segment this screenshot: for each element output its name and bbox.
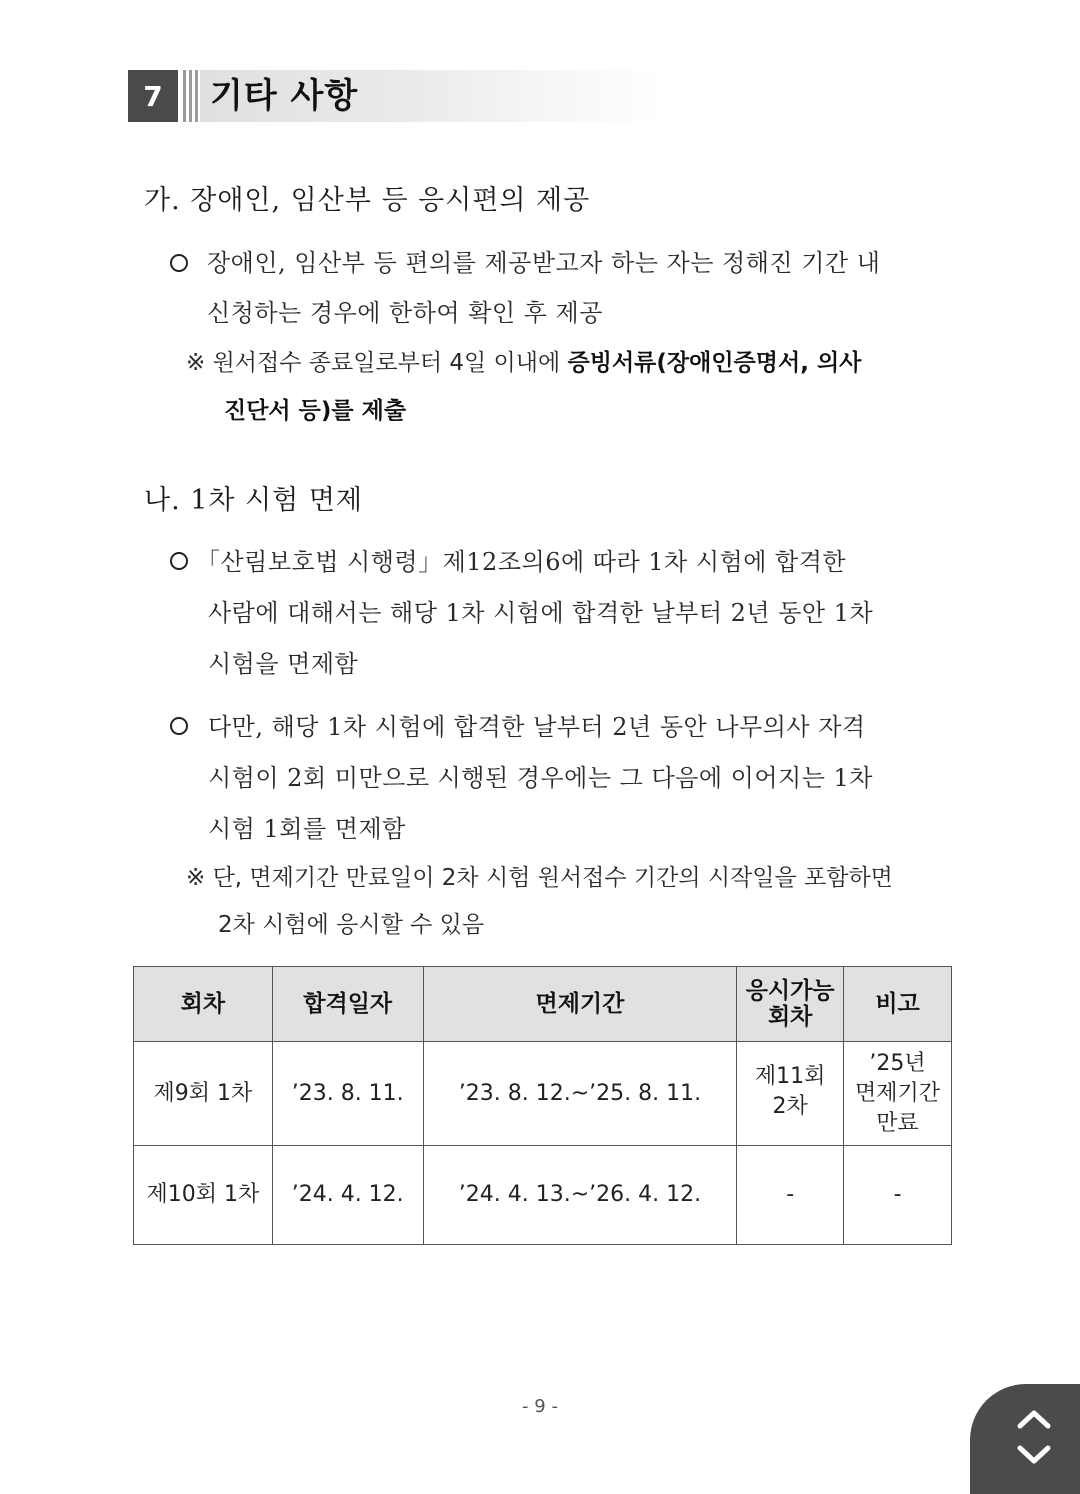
page-number: - 9 - bbox=[522, 1396, 558, 1417]
cell-round: 제9회 1차 bbox=[134, 1042, 273, 1146]
cell-exempt-period: ’24. 4. 13.~’26. 4. 12. bbox=[423, 1146, 737, 1245]
cell-eligible-round: - bbox=[737, 1146, 844, 1245]
cell-pass-date: ’23. 8. 11. bbox=[272, 1042, 423, 1146]
cell-pass-date: ’24. 4. 12. bbox=[272, 1146, 423, 1245]
sub-b-bullet2-line-2: 시험이 2회 미만으로 시행된 경우에는 그 다음에 이어지는 1차 bbox=[208, 764, 873, 792]
bullet-circle-icon bbox=[170, 717, 188, 735]
bullet-circle-icon bbox=[170, 254, 188, 272]
sub-b-note-line-1: ※ 단, 면제기간 만료일이 2차 시험 원서접수 기간의 시작일을 포함하면 bbox=[186, 865, 893, 891]
section-header bbox=[128, 70, 658, 122]
cell-remarks: - bbox=[844, 1146, 952, 1245]
subsection-title-a: 가. 장애인, 임산부 등 응시편의 제공 bbox=[144, 185, 591, 216]
section-title: 기타 사항 bbox=[210, 76, 359, 116]
header-exempt-period: 면제기간 bbox=[423, 967, 737, 1042]
sub-a-note-line-2: 진단서 등)를 제출 bbox=[224, 398, 407, 424]
sub-a-bullet-line-1: 장애인, 임산부 등 편의를 제공받고자 하는 자는 정해진 기간 내 bbox=[207, 249, 881, 277]
sub-b-bullet1-line-1: 「산림보호법 시행령」제12조의6에 따라 1차 시험에 합격한 bbox=[196, 548, 847, 576]
cell-exempt-period: ’23. 8. 12.~’25. 8. 11. bbox=[423, 1042, 737, 1146]
bullet-circle-icon bbox=[170, 552, 188, 570]
header-remarks: 비고 bbox=[844, 967, 952, 1042]
header-round: 회차 bbox=[134, 967, 273, 1042]
exemption-table bbox=[133, 966, 952, 1245]
sub-b-bullet1-line-3: 시험을 면제함 bbox=[208, 650, 359, 678]
sub-b-note-line-2: 2차 시험에 응시할 수 있음 bbox=[218, 912, 485, 938]
chevron-up-down-icon bbox=[1014, 1406, 1054, 1470]
sub-a-note-plain: ※ 원서접수 종료일로부터 4일 이내에 bbox=[186, 350, 568, 376]
section-number: 7 bbox=[128, 70, 178, 122]
sub-b-bullet2-line-1: 다만, 해당 1차 시험에 합격한 날부터 2년 동안 나무의사 자격 bbox=[208, 713, 866, 741]
cell-eligible-round: 제11회 2차 bbox=[737, 1042, 844, 1146]
cell-remarks: ’25년 면제기간 만료 bbox=[844, 1042, 952, 1146]
header-pass-date: 합격일자 bbox=[272, 967, 423, 1042]
section-divider bbox=[178, 70, 200, 122]
subsection-title-b: 나. 1차 시험 면제 bbox=[144, 485, 364, 516]
sub-a-bullet-line-2: 신청하는 경우에 한하여 확인 후 제공 bbox=[207, 299, 603, 327]
cell-round: 제10회 1차 bbox=[134, 1146, 273, 1245]
scroll-nav-button[interactable] bbox=[970, 1384, 1080, 1494]
sub-a-note-bold: 증빙서류(장애인증명서, 의사 bbox=[567, 350, 862, 376]
sub-b-bullet2-line-3: 시험 1회를 면제함 bbox=[208, 815, 406, 843]
table-row bbox=[134, 1042, 952, 1146]
table-header-row bbox=[134, 967, 952, 1042]
header-eligible-round: 응시가능 회차 bbox=[737, 967, 844, 1042]
sub-b-bullet1-line-2: 사람에 대해서는 해당 1차 시험에 합격한 날부터 2년 동안 1차 bbox=[208, 599, 874, 627]
table-row bbox=[134, 1146, 952, 1245]
sub-a-note-line-1 bbox=[186, 344, 861, 377]
